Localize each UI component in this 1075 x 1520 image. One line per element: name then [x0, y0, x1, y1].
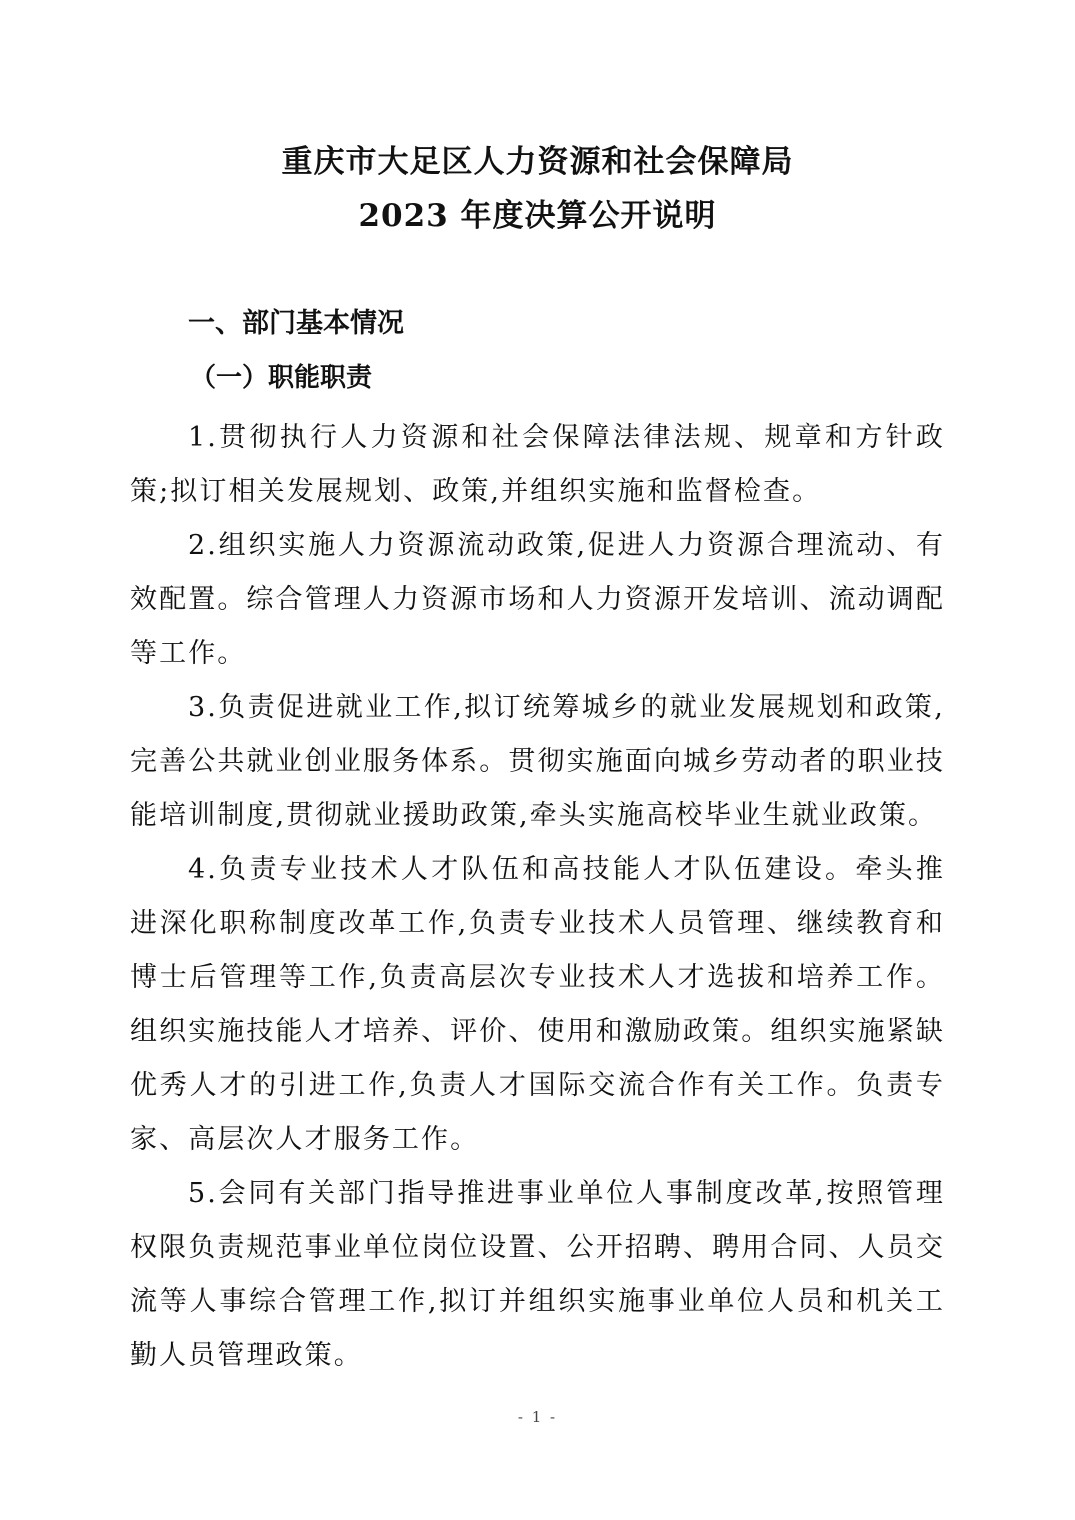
- document-title-line1: 重庆市大足区人力资源和社会保障局: [281, 144, 794, 180]
- paragraph-duty-2: 2.组织实施人力资源流动政策,促进人力资源合理流动、有效配置。综合管理人力资源市场和人力资源开发培训、流动调配等工作。: [130, 530, 945, 669]
- document-title-line2: 2023 年度决算公开说明: [358, 198, 717, 234]
- subsection-heading-duties: （一）职能职责: [190, 363, 373, 393]
- document-body: [130, 411, 945, 1383]
- page-number: - 1 -: [517, 1408, 558, 1426]
- section-heading-basic-info: 一、部门基本情况: [188, 308, 404, 339]
- paragraph-duty-1: 1.贯彻执行人力资源和社会保障法律法规、规章和方针政策;拟订相关发展规划、政策,并组织实施和监督检查。: [130, 422, 945, 507]
- paragraph-duty-5: 5.会同有关部门指导推进事业单位人事制度改革,按照管理权限负责规范事业单位岗位设置、公开招聘、聘用合同、人员交流等人事综合管理工作,拟订并组织实施事业单位人员和机关工勤人员管理政策。: [130, 1178, 945, 1371]
- paragraph-duty-3: 3.负责促进就业工作,拟订统筹城乡的就业发展规划和政策,完善公共就业创业服务体系。贯彻实施面向城乡劳动者的职业技能培训制度,贯彻就业援助政策,牵头实施高校毕业生就业政策。: [130, 692, 945, 831]
- paragraph-duty-4: 4.负责专业技术人才队伍和高技能人才队伍建设。牵头推进深化职称制度改革工作,负责专业技术人员管理、继续教育和博士后管理等工作,负责高层次专业技术人才选拔和培养工作。组织实施技能人才培养、评价、使用和激励政策。组织实施紧缺优秀人才的引进工作,负责人才国际交流合作有关工作。负责专家、高层次人才服务工作。: [130, 854, 945, 1155]
